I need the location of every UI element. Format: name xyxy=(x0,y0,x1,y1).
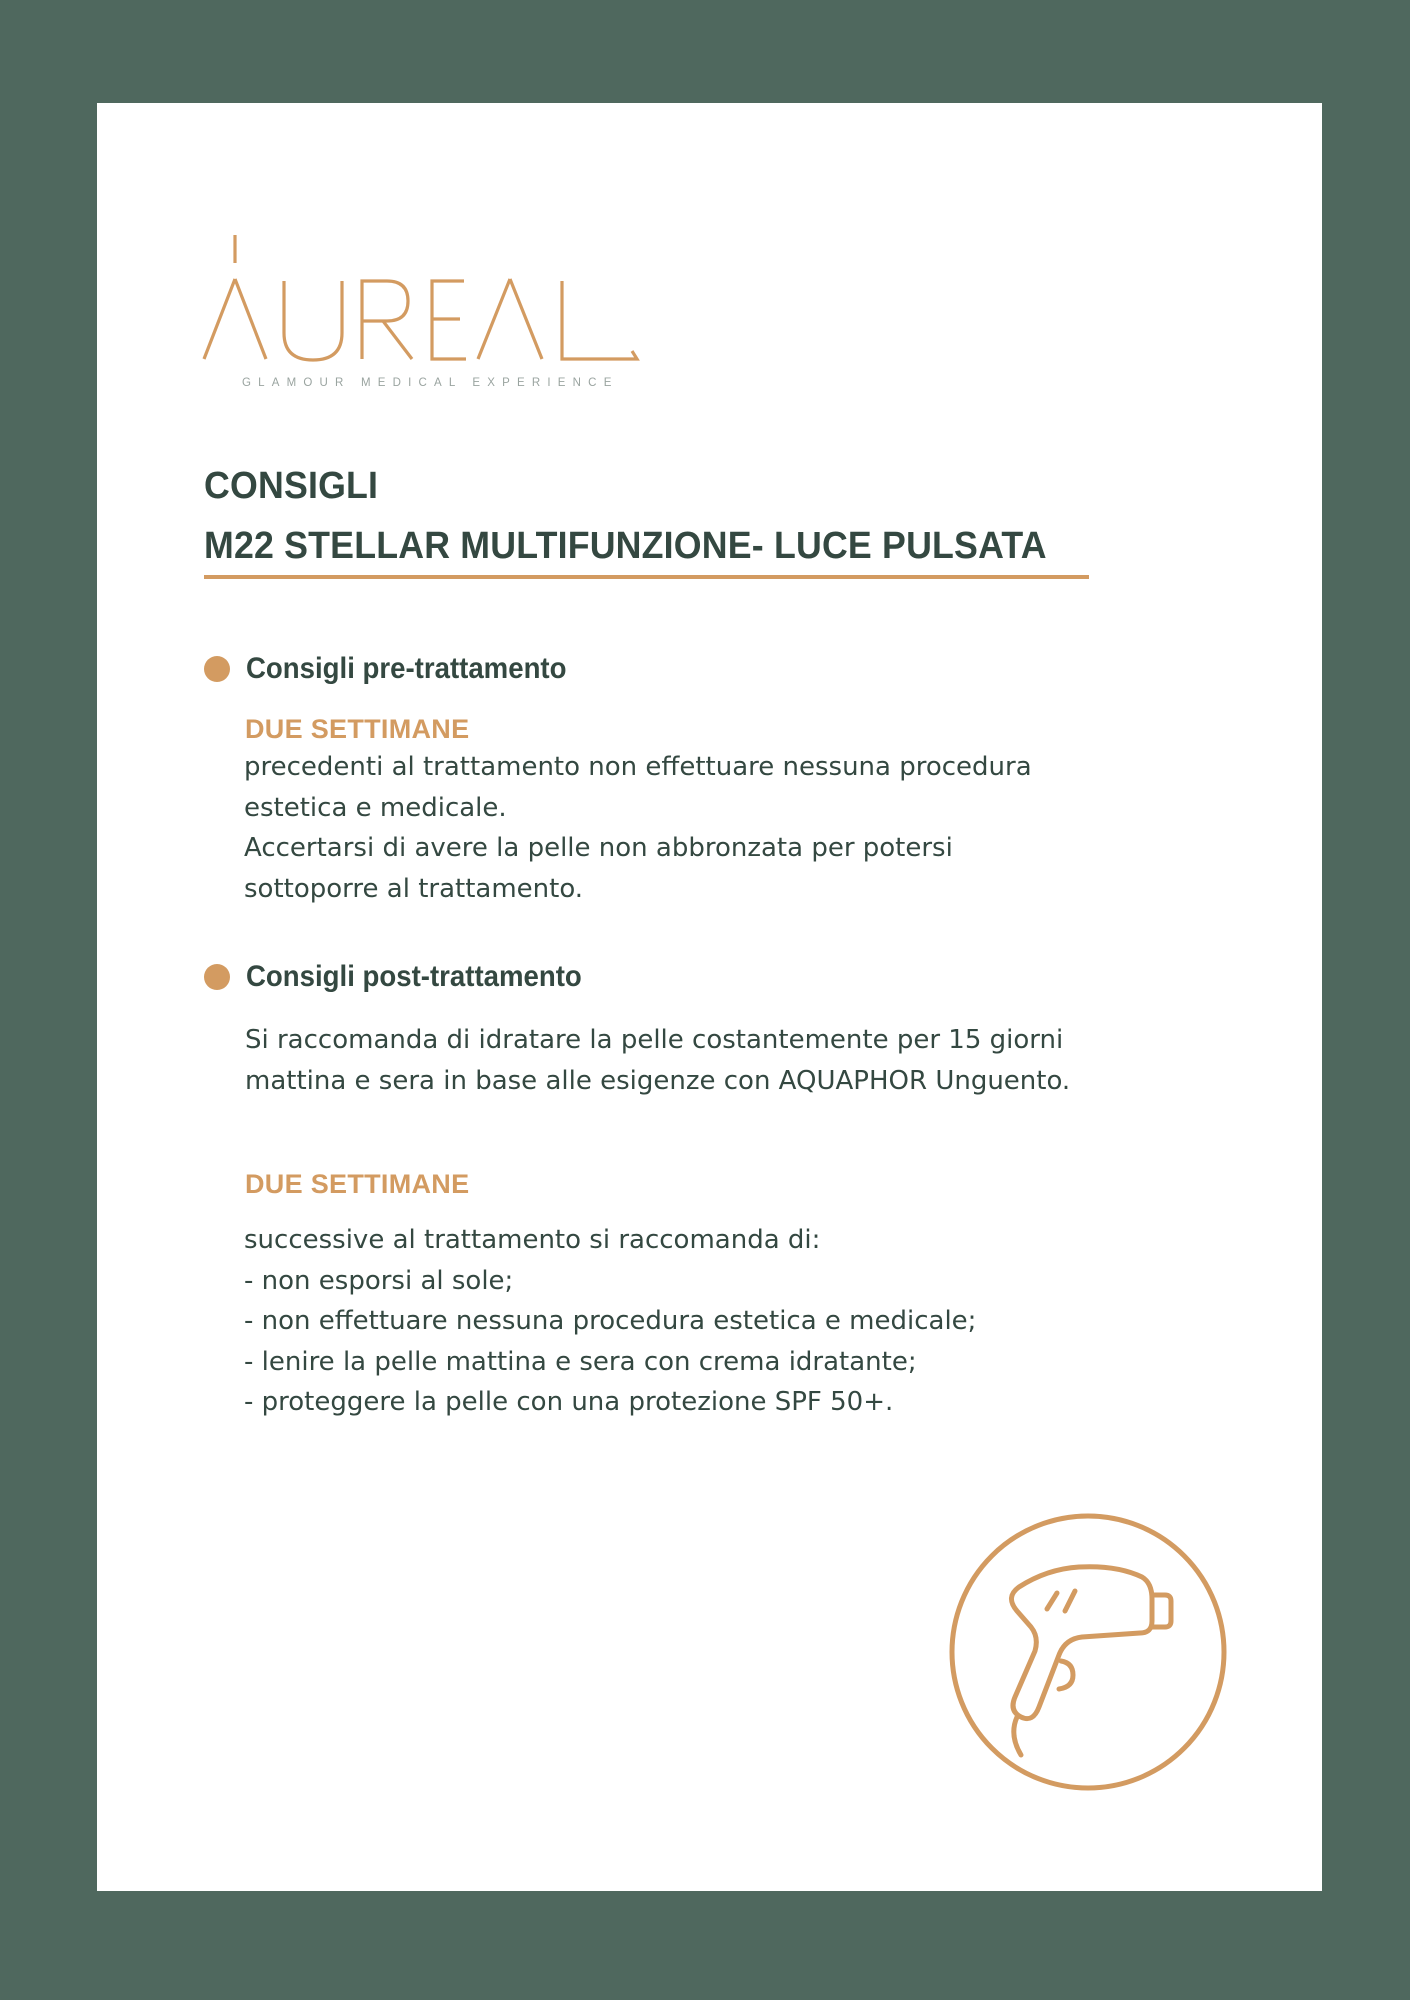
pre-line: sottoporre al trattamento. xyxy=(244,873,584,904)
post-line: - non effettuare nessuna procedura estetica e medicale; xyxy=(244,1306,977,1336)
section-pre-header xyxy=(204,652,594,686)
section-pre-title: Consigli pre-trattamento xyxy=(246,652,567,685)
title-line-2: M22 STELLAR MULTIFUNZIONE- LUCE PULSATA xyxy=(204,525,1047,567)
post-intro-line: Si raccomanda di idratare la pelle costantemente per 15 giorni xyxy=(245,1025,1064,1055)
bullet-dot-icon xyxy=(204,964,230,990)
title-line-1: CONSIGLI xyxy=(204,465,379,507)
page-title xyxy=(204,456,1101,576)
pre-duration-label: DUE SETTIMANE xyxy=(245,714,470,744)
section-post-title: Consigli post-trattamento xyxy=(246,960,582,993)
aureal-logo-wordmark xyxy=(202,233,642,388)
post-line: successive al trattamento si raccomanda di: xyxy=(244,1225,821,1255)
post-line: - proteggere la pelle con una protezione SPF 50+. xyxy=(244,1387,894,1417)
bullet-dot-icon xyxy=(204,656,230,682)
post-intro-line: mattina e sera in base alle esigenze con AQUAPHOR Unguento. xyxy=(245,1065,1071,1096)
pre-line: estetica e medicale. xyxy=(244,792,507,823)
laser-handpiece-icon xyxy=(947,1511,1229,1793)
title-underline xyxy=(204,575,1089,579)
pre-line: precedenti al trattamento non effettuare nessuna procedura xyxy=(244,752,1032,782)
post-line: - lenire la pelle mattina e sera con crema idratante; xyxy=(244,1346,917,1377)
pre-advice-text xyxy=(244,747,1032,909)
advice-card xyxy=(97,103,1322,1891)
post-advice-text xyxy=(244,1220,976,1423)
logo-tagline: GLAMOUR MEDICAL EXPERIENCE xyxy=(242,377,619,389)
post-line: - non esporsi al sole; xyxy=(244,1265,514,1296)
section-post-header xyxy=(204,960,611,994)
pre-line: Accertarsi di avere la pelle non abbronzata per potersi xyxy=(244,833,953,863)
post-intro-text xyxy=(245,1020,1070,1101)
post-duration-label: DUE SETTIMANE xyxy=(245,1169,470,1199)
